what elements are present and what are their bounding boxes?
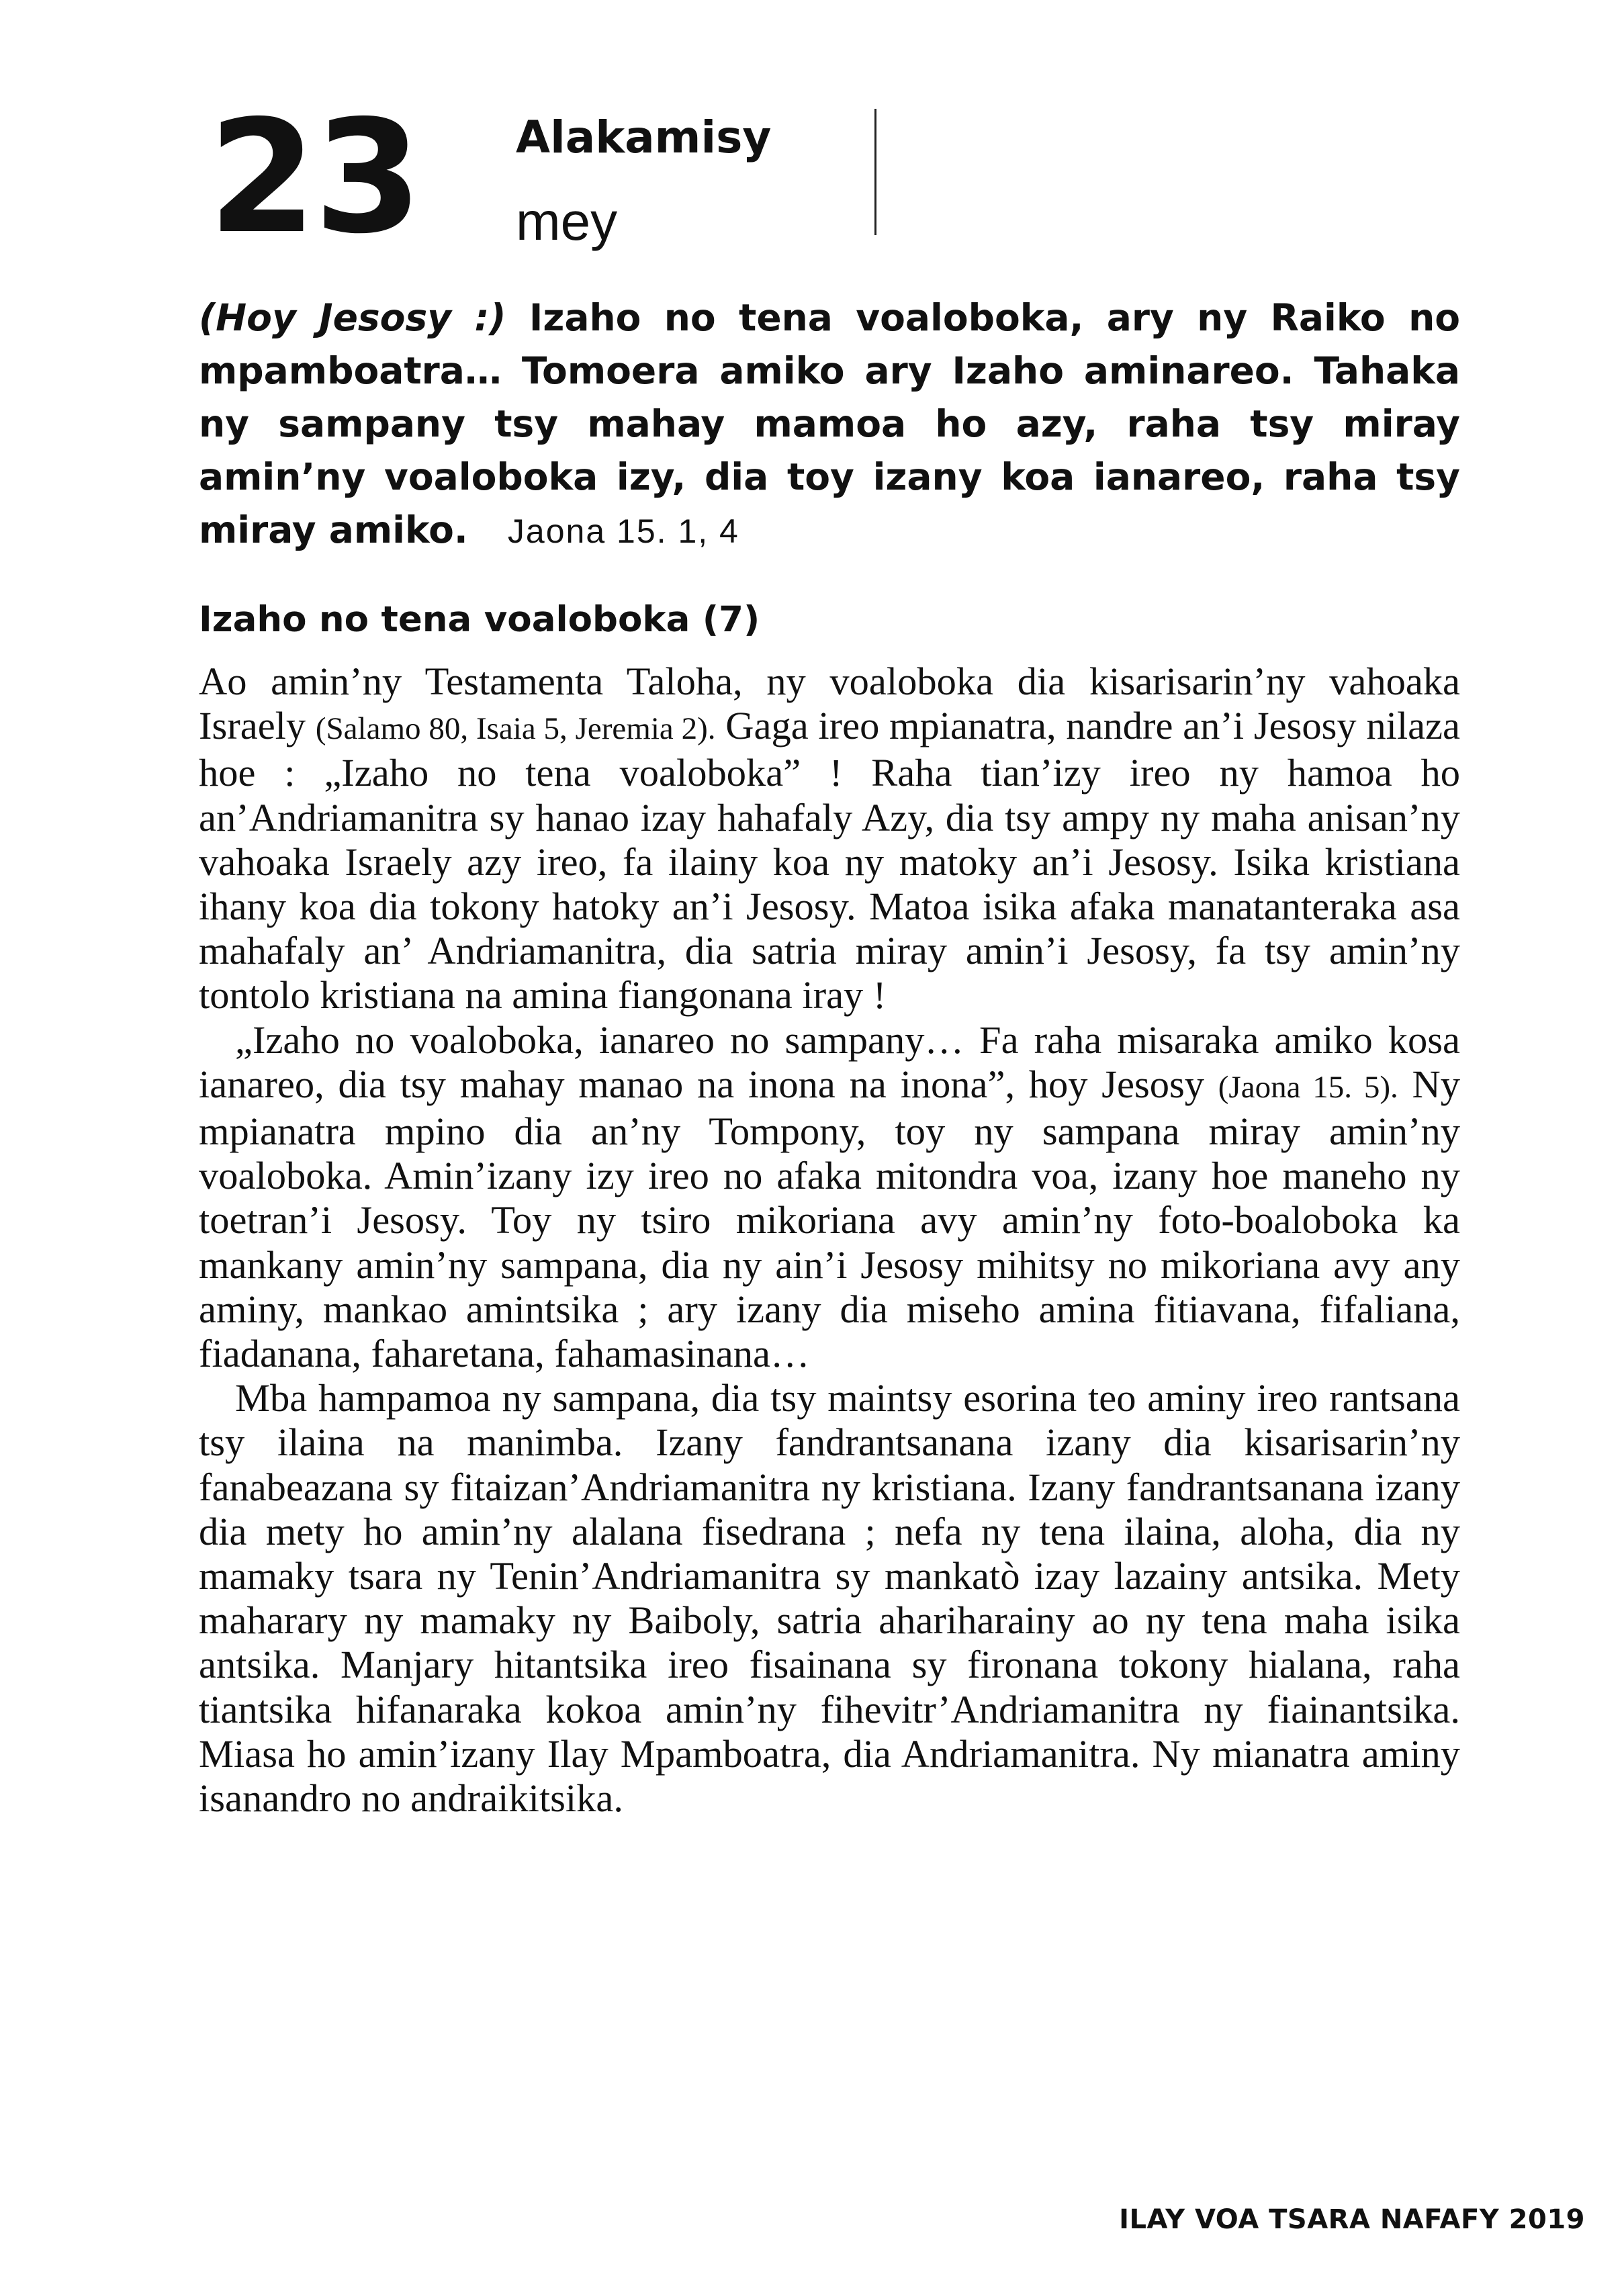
paragraph-2-text-b: Ny mpianatra mpino dia an’ny Tompony, toy ny sampana miray amin’ny voaloboka. Amin’izany izy ireo no afaka mitondra voa, izany hoe maneho ny toetran’i Jesosy. Toy ny tsiro mikoriana avy amin’ny foto-boaloboka ka mankany amin’ny sampana, dia ny ain’i Jesosy mihitsy no mikoriana avy any aminy, mankao amintsika ; ary izany dia miseho amina fitiavana, fifaliana, fiadanana, faharetana, fahamasinana… [199,1062,1460,1376]
paragraph-2 [199,1018,1460,1377]
day-number: 23 [208,87,420,268]
section-title: Izaho no tena voaloboka (7) [199,599,760,640]
paragraph-1-text-b: Gaga ireo mpianatra, nandre an’i Jesosy nilaza hoe : „Izaho no tena voaloboka” ! Raha tian’izy ireo ny hamoa ho an’Andriamanitra sy hanao izay hahafaly Azy, dia tsy ampy ny maha anisan’ny vahoaka Israely azy ireo, fa ilainy koa ny matoky an’i Jesosy. Isika kristiana ihany koa dia tokony hatoky an’i Jesosy. Matoa isika afaka manatanteraka asa mahafaly an’ Andriamanitra, dia satria miray amin’i Jesosy, fa tsy amin’ny tontolo kristiana na amina fiangonana iray ! [199,704,1460,1017]
header-divider [874,109,876,235]
paragraph-1 [199,660,1460,1018]
paragraph-2-reference: (Jaona 15. 5). [1218,1069,1398,1105]
paragraph-2-text-a: „Izaho no voaloboka, ianareo no sampany… Fa raha misaraka amiko kosa ianareo, dia tsy mahay manao na inona na inona”, hoy Jesosy [199,1017,1460,1106]
paragraph-1-text-a: Ao amin’ny Testamenta Taloha, ny voaloboka dia kisarisarin’ny vahoaka Israely [199,660,1460,748]
footer-publication: ILAY VOA TSARA NAFAFY 2019 [1119,2204,1585,2235]
body-text [199,660,1460,1821]
daily-verse [199,291,1460,558]
verse-speaker: (Hoy Jesosy :) [199,296,506,339]
weekday-label: Alakamisy [516,111,772,163]
paragraph-3: Mba hampamoa ny sampana, dia tsy maintsy esorina teo aminy ireo rantsana tsy ilaina na manimba. Izany fandrantsanana izany dia kisarisarin’ny fanabeazana sy fitaizan’Andriamanitra ny kristiana. Izany fandrantsanana izany dia mety ho amin’ny alalana fisedrana ; nefa ny tena ilaina, aloha, dia ny mamaky tsara ny Tenin’Andriamanitra sy mankatò izay lazainy antsika. Mety maharary ny mamaky ny Baiboly, satria ahariharainy ao ny tena maha isika antsika. Manjary hitantsika ireo fisainana sy fironana tokony hialana, raha tiantsika hifanaraka kokoa amin’ny fihevitr’Andriamanitra ny fiainantsika. Miasa ho amin’izany Ilay Mpamboatra, dia Andriamanitra. Ny mianatra aminy isanandro no andraikitsika. [199,1376,1460,1821]
paragraph-1-reference: (Salamo 80, Isaia 5, Jeremia 2). [315,711,716,747]
month-label: mey [516,191,618,251]
verse-reference: Jaona 15. 1, 4 [507,512,739,550]
verse-text: Izaho no tena voaloboka, ary ny Raiko no mpamboatra… Tomoera amiko ary Izaho aminareo. Tahaka ny sampany tsy mahay mamoa ho azy, raha tsy miray amin’ny voaloboka izy, dia toy izany koa ianareo, raha tsy miray amiko. [199,296,1461,551]
